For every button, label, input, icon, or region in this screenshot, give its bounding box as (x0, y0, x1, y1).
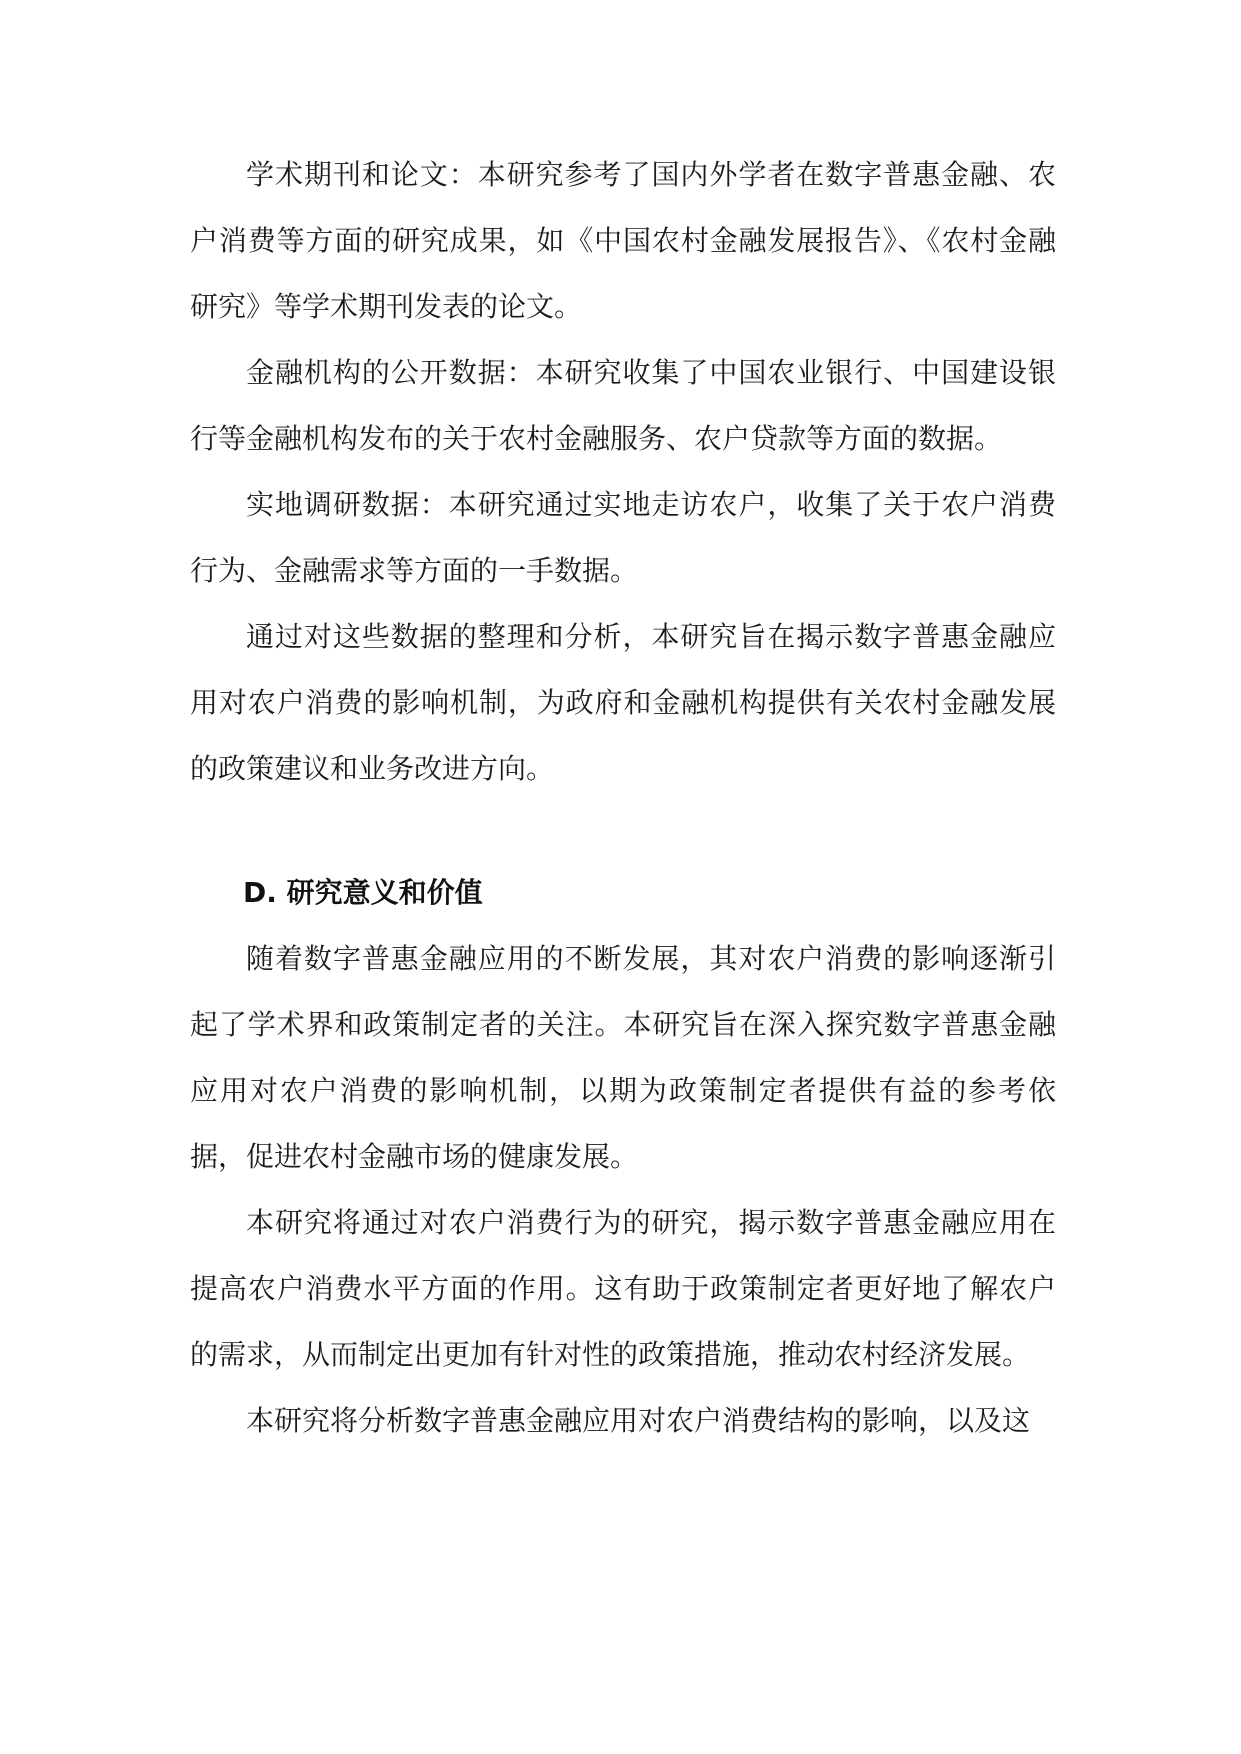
paragraph-consumption-level: 本研究将通过对农户消费行为的研究，揭示数字普惠金融应用在提高农户消费水平方面的作用。这有助于政策制定者更好地了解农户的需求，从而制定出更加有针对性的政策措施，推动农村经济发展。 (190, 1206, 1056, 1371)
paragraph-field-survey: 实地调研数据：本研究通过实地走访农户，收集了关于农户消费行为、金融需求等方面的一手数据。 (190, 488, 1056, 587)
paragraph-consumption-structure: 本研究将分析数字普惠金融应用对农户消费结构的影响，以及这 (246, 1404, 1031, 1437)
paragraph-academic-journals: 学术期刊和论文：本研究参考了国内外学者在数字普惠金融、农户消费等方面的研究成果，如《中国农村金融发展报告》、《农村金融研究》等学术期刊发表的论文。 (190, 158, 1056, 323)
section-heading: D. 研究意义和价值 (243, 876, 483, 909)
document-body (190, 142, 1056, 1454)
paragraph-significance: 随着数字普惠金融应用的不断发展，其对农户消费的影响逐渐引起了学术界和政策制定者的关注。本研究旨在深入探究数字普惠金融应用对农户消费的影响机制，以期为政策制定者提供有益的参考依据，促进农村金融市场的健康发展。 (190, 942, 1056, 1173)
paragraph-analysis-aim: 通过对这些数据的整理和分析，本研究旨在揭示数字普惠金融应用对农户消费的影响机制，为政府和金融机构提供有关农村金融发展的政策建议和业务改进方向。 (190, 620, 1056, 785)
paragraph-institution-data: 金融机构的公开数据：本研究收集了中国农业银行、中国建设银行等金融机构发布的关于农村金融服务、农户贷款等方面的数据。 (190, 356, 1056, 455)
